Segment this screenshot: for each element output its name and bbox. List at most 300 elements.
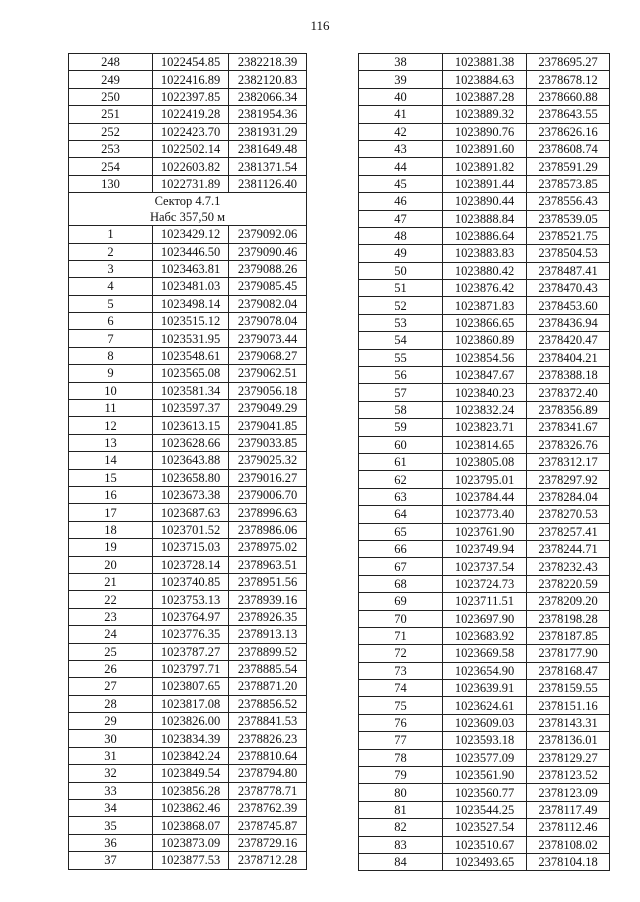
y-coordinate-cell: 2378420.47 bbox=[527, 332, 610, 349]
y-coordinate-cell: 2378326.76 bbox=[527, 436, 610, 453]
x-coordinate-cell: 1022603.82 bbox=[153, 158, 229, 175]
point-number-cell: 18 bbox=[69, 521, 153, 538]
table-row bbox=[69, 330, 307, 347]
point-number-cell: 59 bbox=[359, 419, 443, 436]
x-coordinate-cell: 1023683.92 bbox=[443, 627, 527, 644]
point-number-cell: 49 bbox=[359, 245, 443, 262]
point-number-cell: 21 bbox=[69, 573, 153, 590]
point-number-cell: 77 bbox=[359, 732, 443, 749]
table-row bbox=[359, 245, 610, 262]
point-number-cell: 20 bbox=[69, 556, 153, 573]
point-number-cell: 63 bbox=[359, 488, 443, 505]
table-row bbox=[69, 747, 307, 764]
x-coordinate-cell: 1023701.52 bbox=[153, 521, 229, 538]
y-coordinate-cell: 2378729.16 bbox=[229, 834, 307, 851]
table-row bbox=[359, 645, 610, 662]
x-coordinate-cell: 1023891.44 bbox=[443, 175, 527, 192]
table-row bbox=[69, 347, 307, 364]
y-coordinate-cell: 2378963.51 bbox=[229, 556, 307, 573]
x-coordinate-cell: 1023673.38 bbox=[153, 486, 229, 503]
table-row bbox=[69, 400, 307, 417]
table-row bbox=[359, 697, 610, 714]
y-coordinate-cell: 2378123.52 bbox=[527, 767, 610, 784]
x-coordinate-cell: 1023842.24 bbox=[153, 747, 229, 764]
point-number-cell: 78 bbox=[359, 749, 443, 766]
x-coordinate-cell: 1023891.82 bbox=[443, 158, 527, 175]
y-coordinate-cell: 2379056.18 bbox=[229, 382, 307, 399]
y-coordinate-cell: 2378151.16 bbox=[527, 697, 610, 714]
table-row bbox=[359, 453, 610, 470]
point-number-cell: 15 bbox=[69, 469, 153, 486]
y-coordinate-cell: 2378198.28 bbox=[527, 610, 610, 627]
y-coordinate-cell: 2378539.05 bbox=[527, 210, 610, 227]
y-coordinate-cell: 2379049.29 bbox=[229, 400, 307, 417]
x-coordinate-cell: 1023888.84 bbox=[443, 210, 527, 227]
table-row bbox=[359, 853, 610, 870]
x-coordinate-cell: 1023565.08 bbox=[153, 365, 229, 382]
x-coordinate-cell: 1023817.08 bbox=[153, 695, 229, 712]
y-coordinate-cell: 2378975.02 bbox=[229, 539, 307, 556]
table-row bbox=[359, 436, 610, 453]
y-coordinate-cell: 2379025.32 bbox=[229, 452, 307, 469]
x-coordinate-cell: 1023860.89 bbox=[443, 332, 527, 349]
section-header-cell bbox=[69, 193, 307, 226]
x-coordinate-cell: 1023609.03 bbox=[443, 714, 527, 731]
x-coordinate-cell: 1023593.18 bbox=[443, 732, 527, 749]
x-coordinate-cell: 1023797.71 bbox=[153, 660, 229, 677]
y-coordinate-cell: 2378626.16 bbox=[527, 123, 610, 140]
y-coordinate-cell: 2378951.56 bbox=[229, 573, 307, 590]
point-number-cell: 47 bbox=[359, 210, 443, 227]
table-row bbox=[359, 140, 610, 157]
point-number-cell: 42 bbox=[359, 123, 443, 140]
x-coordinate-cell: 1022502.14 bbox=[153, 140, 229, 157]
y-coordinate-cell: 2378573.85 bbox=[527, 175, 610, 192]
table-row bbox=[359, 367, 610, 384]
x-coordinate-cell: 1023597.37 bbox=[153, 400, 229, 417]
x-coordinate-cell: 1022416.89 bbox=[153, 71, 229, 88]
point-number-cell: 46 bbox=[359, 193, 443, 210]
point-number-cell: 9 bbox=[69, 365, 153, 382]
table-row bbox=[359, 593, 610, 610]
x-coordinate-cell: 1023429.12 bbox=[153, 226, 229, 243]
point-number-cell: 45 bbox=[359, 175, 443, 192]
point-number-cell: 250 bbox=[69, 88, 153, 105]
table-row bbox=[69, 140, 307, 157]
table-row bbox=[359, 280, 610, 297]
table-row bbox=[69, 556, 307, 573]
x-coordinate-cell: 1023884.63 bbox=[443, 71, 527, 88]
point-number-cell: 84 bbox=[359, 853, 443, 870]
y-coordinate-cell: 2378177.90 bbox=[527, 645, 610, 662]
y-coordinate-cell: 2379082.04 bbox=[229, 295, 307, 312]
x-coordinate-cell: 1023807.65 bbox=[153, 678, 229, 695]
point-number-cell: 73 bbox=[359, 662, 443, 679]
y-coordinate-cell: 2378762.39 bbox=[229, 800, 307, 817]
table-row bbox=[69, 852, 307, 869]
x-coordinate-cell: 1023548.61 bbox=[153, 347, 229, 364]
point-number-cell: 57 bbox=[359, 384, 443, 401]
x-coordinate-cell: 1023740.85 bbox=[153, 573, 229, 590]
y-coordinate-cell: 2378284.04 bbox=[527, 488, 610, 505]
table-row bbox=[359, 88, 610, 105]
y-coordinate-cell: 2378129.27 bbox=[527, 749, 610, 766]
y-coordinate-cell: 2379092.06 bbox=[229, 226, 307, 243]
point-number-cell: 248 bbox=[69, 54, 153, 71]
table-row bbox=[69, 817, 307, 834]
point-number-cell: 60 bbox=[359, 436, 443, 453]
y-coordinate-cell: 2379085.45 bbox=[229, 278, 307, 295]
x-coordinate-cell: 1023890.76 bbox=[443, 123, 527, 140]
point-number-cell: 16 bbox=[69, 486, 153, 503]
left-coordinates-table bbox=[68, 53, 307, 870]
x-coordinate-cell: 1023510.67 bbox=[443, 836, 527, 853]
point-number-cell: 82 bbox=[359, 819, 443, 836]
point-number-cell: 38 bbox=[359, 54, 443, 71]
y-coordinate-cell: 2378591.29 bbox=[527, 158, 610, 175]
x-coordinate-cell: 1022454.85 bbox=[153, 54, 229, 71]
x-coordinate-cell: 1023776.35 bbox=[153, 626, 229, 643]
point-number-cell: 37 bbox=[69, 852, 153, 869]
point-number-cell: 3 bbox=[69, 260, 153, 277]
table-row bbox=[69, 106, 307, 123]
x-coordinate-cell: 1023883.83 bbox=[443, 245, 527, 262]
y-coordinate-cell: 2378487.41 bbox=[527, 262, 610, 279]
table-row bbox=[359, 297, 610, 314]
y-coordinate-cell: 2378695.27 bbox=[527, 54, 610, 71]
table-row bbox=[359, 575, 610, 592]
table-row bbox=[359, 801, 610, 818]
table-row bbox=[359, 314, 610, 331]
x-coordinate-cell: 1023654.90 bbox=[443, 662, 527, 679]
point-number-cell: 70 bbox=[359, 610, 443, 627]
y-coordinate-cell: 2378388.18 bbox=[527, 367, 610, 384]
point-number-cell: 44 bbox=[359, 158, 443, 175]
y-coordinate-cell: 2379041.85 bbox=[229, 417, 307, 434]
table-row bbox=[359, 349, 610, 366]
y-coordinate-cell: 2378841.53 bbox=[229, 713, 307, 730]
table-row bbox=[359, 106, 610, 123]
y-coordinate-cell: 2379090.46 bbox=[229, 243, 307, 260]
point-number-cell: 24 bbox=[69, 626, 153, 643]
y-coordinate-cell: 2378926.35 bbox=[229, 608, 307, 625]
table-row bbox=[69, 765, 307, 782]
x-coordinate-cell: 1023669.58 bbox=[443, 645, 527, 662]
x-coordinate-cell: 1023887.28 bbox=[443, 88, 527, 105]
x-coordinate-cell: 1023773.40 bbox=[443, 506, 527, 523]
point-number-cell: 66 bbox=[359, 540, 443, 557]
table-row bbox=[69, 158, 307, 175]
y-coordinate-cell: 2378453.60 bbox=[527, 297, 610, 314]
point-number-cell: 27 bbox=[69, 678, 153, 695]
table-row bbox=[359, 210, 610, 227]
point-number-cell: 55 bbox=[359, 349, 443, 366]
point-number-cell: 67 bbox=[359, 558, 443, 575]
point-number-cell: 253 bbox=[69, 140, 153, 157]
x-coordinate-cell: 1023866.65 bbox=[443, 314, 527, 331]
x-coordinate-cell: 1023795.01 bbox=[443, 471, 527, 488]
table-row bbox=[69, 278, 307, 295]
y-coordinate-cell: 2381649.48 bbox=[229, 140, 307, 157]
table-row bbox=[359, 158, 610, 175]
table-row bbox=[69, 591, 307, 608]
x-coordinate-cell: 1023886.64 bbox=[443, 227, 527, 244]
x-coordinate-cell: 1023581.34 bbox=[153, 382, 229, 399]
x-coordinate-cell: 1023481.03 bbox=[153, 278, 229, 295]
point-number-cell: 10 bbox=[69, 382, 153, 399]
point-number-cell: 39 bbox=[359, 71, 443, 88]
y-coordinate-cell: 2378404.21 bbox=[527, 349, 610, 366]
x-coordinate-cell: 1023658.80 bbox=[153, 469, 229, 486]
table-row bbox=[359, 767, 610, 784]
table-row bbox=[359, 123, 610, 140]
y-coordinate-cell: 2378504.53 bbox=[527, 245, 610, 262]
y-coordinate-cell: 2378470.43 bbox=[527, 280, 610, 297]
y-coordinate-cell: 2378939.16 bbox=[229, 591, 307, 608]
y-coordinate-cell: 2378885.54 bbox=[229, 660, 307, 677]
y-coordinate-cell: 2378436.94 bbox=[527, 314, 610, 331]
x-coordinate-cell: 1023868.07 bbox=[153, 817, 229, 834]
table-row bbox=[359, 419, 610, 436]
y-coordinate-cell: 2378608.74 bbox=[527, 140, 610, 157]
point-number-cell: 56 bbox=[359, 367, 443, 384]
point-number-cell: 76 bbox=[359, 714, 443, 731]
table-row bbox=[359, 227, 610, 244]
y-coordinate-cell: 2379016.27 bbox=[229, 469, 307, 486]
y-coordinate-cell: 2379006.70 bbox=[229, 486, 307, 503]
y-coordinate-cell: 2378112.46 bbox=[527, 819, 610, 836]
table-row bbox=[359, 610, 610, 627]
point-number-cell: 53 bbox=[359, 314, 443, 331]
x-coordinate-cell: 1023847.67 bbox=[443, 367, 527, 384]
table-row bbox=[69, 626, 307, 643]
point-number-cell: 48 bbox=[359, 227, 443, 244]
x-coordinate-cell: 1023856.28 bbox=[153, 782, 229, 799]
y-coordinate-cell: 2378341.67 bbox=[527, 419, 610, 436]
point-number-cell: 17 bbox=[69, 504, 153, 521]
point-number-cell: 13 bbox=[69, 434, 153, 451]
point-number-cell: 32 bbox=[69, 765, 153, 782]
table-row bbox=[69, 486, 307, 503]
point-number-cell: 62 bbox=[359, 471, 443, 488]
point-number-cell: 61 bbox=[359, 453, 443, 470]
x-coordinate-cell: 1023840.23 bbox=[443, 384, 527, 401]
x-coordinate-cell: 1023628.66 bbox=[153, 434, 229, 451]
x-coordinate-cell: 1023834.39 bbox=[153, 730, 229, 747]
table-row bbox=[359, 784, 610, 801]
table-row bbox=[359, 175, 610, 192]
table-row bbox=[359, 384, 610, 401]
table-row bbox=[69, 295, 307, 312]
table-row bbox=[69, 469, 307, 486]
point-number-cell: 72 bbox=[359, 645, 443, 662]
point-number-cell: 26 bbox=[69, 660, 153, 677]
table-row bbox=[69, 539, 307, 556]
x-coordinate-cell: 1023787.27 bbox=[153, 643, 229, 660]
x-coordinate-cell: 1023639.91 bbox=[443, 680, 527, 697]
x-coordinate-cell: 1023577.09 bbox=[443, 749, 527, 766]
table-row bbox=[69, 365, 307, 382]
table-row bbox=[359, 627, 610, 644]
y-coordinate-cell: 2378521.75 bbox=[527, 227, 610, 244]
x-coordinate-cell: 1023527.54 bbox=[443, 819, 527, 836]
y-coordinate-cell: 2378996.63 bbox=[229, 504, 307, 521]
page-number: 116 bbox=[310, 18, 330, 33]
table-row bbox=[359, 732, 610, 749]
y-coordinate-cell: 2378136.01 bbox=[527, 732, 610, 749]
x-coordinate-cell: 1023877.53 bbox=[153, 852, 229, 869]
x-coordinate-cell: 1023737.54 bbox=[443, 558, 527, 575]
table-row bbox=[359, 54, 610, 71]
y-coordinate-cell: 2379088.26 bbox=[229, 260, 307, 277]
x-coordinate-cell: 1023849.54 bbox=[153, 765, 229, 782]
point-number-cell: 50 bbox=[359, 262, 443, 279]
table-row bbox=[359, 506, 610, 523]
point-number-cell: 65 bbox=[359, 523, 443, 540]
table-row bbox=[359, 471, 610, 488]
y-coordinate-cell: 2378745.87 bbox=[229, 817, 307, 834]
table-row bbox=[359, 714, 610, 731]
y-coordinate-cell: 2379033.85 bbox=[229, 434, 307, 451]
x-coordinate-cell: 1023643.88 bbox=[153, 452, 229, 469]
table-row bbox=[69, 678, 307, 695]
table-row bbox=[359, 193, 610, 210]
y-coordinate-cell: 2378123.09 bbox=[527, 784, 610, 801]
table-row bbox=[69, 643, 307, 660]
point-number-cell: 74 bbox=[359, 680, 443, 697]
table-row bbox=[359, 262, 610, 279]
table-row bbox=[69, 54, 307, 71]
x-coordinate-cell: 1023764.97 bbox=[153, 608, 229, 625]
x-coordinate-cell: 1023613.15 bbox=[153, 417, 229, 434]
y-coordinate-cell: 2379068.27 bbox=[229, 347, 307, 364]
point-number-cell: 41 bbox=[359, 106, 443, 123]
point-number-cell: 80 bbox=[359, 784, 443, 801]
table-row bbox=[69, 834, 307, 851]
y-coordinate-cell: 2378856.52 bbox=[229, 695, 307, 712]
table-row bbox=[69, 243, 307, 260]
table-row bbox=[69, 260, 307, 277]
y-coordinate-cell: 2378871.20 bbox=[229, 678, 307, 695]
point-number-cell: 30 bbox=[69, 730, 153, 747]
point-number-cell: 28 bbox=[69, 695, 153, 712]
point-number-cell: 249 bbox=[69, 71, 153, 88]
table-row bbox=[359, 540, 610, 557]
y-coordinate-cell: 2378678.12 bbox=[527, 71, 610, 88]
point-number-cell: 29 bbox=[69, 713, 153, 730]
table-row bbox=[359, 680, 610, 697]
x-coordinate-cell: 1022731.89 bbox=[153, 175, 229, 192]
y-coordinate-cell: 2378297.92 bbox=[527, 471, 610, 488]
x-coordinate-cell: 1023854.56 bbox=[443, 349, 527, 366]
y-coordinate-cell: 2381371.54 bbox=[229, 158, 307, 175]
y-coordinate-cell: 2378986.06 bbox=[229, 521, 307, 538]
x-coordinate-cell: 1023493.65 bbox=[443, 853, 527, 870]
table-row bbox=[69, 88, 307, 105]
point-number-cell: 251 bbox=[69, 106, 153, 123]
x-coordinate-cell: 1022423.70 bbox=[153, 123, 229, 140]
section-subtitle: Набс 357,50 м bbox=[149, 210, 226, 225]
point-number-cell: 4 bbox=[69, 278, 153, 295]
y-coordinate-cell: 2378257.41 bbox=[527, 523, 610, 540]
y-coordinate-cell: 2382218.39 bbox=[229, 54, 307, 71]
y-coordinate-cell: 2379073.44 bbox=[229, 330, 307, 347]
y-coordinate-cell: 2379062.51 bbox=[229, 365, 307, 382]
y-coordinate-cell: 2378372.40 bbox=[527, 384, 610, 401]
y-coordinate-cell: 2378143.31 bbox=[527, 714, 610, 731]
x-coordinate-cell: 1023724.73 bbox=[443, 575, 527, 592]
point-number-cell: 81 bbox=[359, 801, 443, 818]
y-coordinate-cell: 2378556.43 bbox=[527, 193, 610, 210]
table-row bbox=[69, 313, 307, 330]
x-coordinate-cell: 1023761.90 bbox=[443, 523, 527, 540]
point-number-cell: 14 bbox=[69, 452, 153, 469]
x-coordinate-cell: 1023560.77 bbox=[443, 784, 527, 801]
table-row bbox=[69, 382, 307, 399]
point-number-cell: 71 bbox=[359, 627, 443, 644]
right-coordinates-table bbox=[358, 53, 610, 871]
y-coordinate-cell: 2378159.55 bbox=[527, 680, 610, 697]
point-number-cell: 83 bbox=[359, 836, 443, 853]
point-number-cell: 43 bbox=[359, 140, 443, 157]
y-coordinate-cell: 2381931.29 bbox=[229, 123, 307, 140]
table-row bbox=[359, 558, 610, 575]
point-number-cell: 1 bbox=[69, 226, 153, 243]
point-number-cell: 11 bbox=[69, 400, 153, 417]
y-coordinate-cell: 2382066.34 bbox=[229, 88, 307, 105]
point-number-cell: 5 bbox=[69, 295, 153, 312]
table-row bbox=[69, 226, 307, 243]
table-row bbox=[69, 660, 307, 677]
table-row bbox=[359, 819, 610, 836]
point-number-cell: 35 bbox=[69, 817, 153, 834]
x-coordinate-cell: 1023784.44 bbox=[443, 488, 527, 505]
y-coordinate-cell: 2378356.89 bbox=[527, 401, 610, 418]
point-number-cell: 2 bbox=[69, 243, 153, 260]
y-coordinate-cell: 2378108.02 bbox=[527, 836, 610, 853]
x-coordinate-cell: 1023890.44 bbox=[443, 193, 527, 210]
x-coordinate-cell: 1023871.83 bbox=[443, 297, 527, 314]
y-coordinate-cell: 2382120.83 bbox=[229, 71, 307, 88]
point-number-cell: 69 bbox=[359, 593, 443, 610]
point-number-cell: 25 bbox=[69, 643, 153, 660]
table-row bbox=[359, 401, 610, 418]
point-number-cell: 19 bbox=[69, 539, 153, 556]
table-row bbox=[359, 523, 610, 540]
y-coordinate-cell: 2378244.71 bbox=[527, 540, 610, 557]
table-row bbox=[359, 332, 610, 349]
y-coordinate-cell: 2378660.88 bbox=[527, 88, 610, 105]
table-row bbox=[69, 521, 307, 538]
y-coordinate-cell: 2378220.59 bbox=[527, 575, 610, 592]
table-row bbox=[69, 71, 307, 88]
y-coordinate-cell: 2378899.52 bbox=[229, 643, 307, 660]
x-coordinate-cell: 1023728.14 bbox=[153, 556, 229, 573]
table-row bbox=[69, 608, 307, 625]
x-coordinate-cell: 1023881.38 bbox=[443, 54, 527, 71]
point-number-cell: 75 bbox=[359, 697, 443, 714]
x-coordinate-cell: 1022397.85 bbox=[153, 88, 229, 105]
x-coordinate-cell: 1023873.09 bbox=[153, 834, 229, 851]
point-number-cell: 8 bbox=[69, 347, 153, 364]
point-number-cell: 33 bbox=[69, 782, 153, 799]
x-coordinate-cell: 1023624.61 bbox=[443, 697, 527, 714]
y-coordinate-cell: 2378778.71 bbox=[229, 782, 307, 799]
y-coordinate-cell: 2378104.18 bbox=[527, 853, 610, 870]
table-row bbox=[359, 662, 610, 679]
table-row bbox=[69, 452, 307, 469]
x-coordinate-cell: 1023697.90 bbox=[443, 610, 527, 627]
